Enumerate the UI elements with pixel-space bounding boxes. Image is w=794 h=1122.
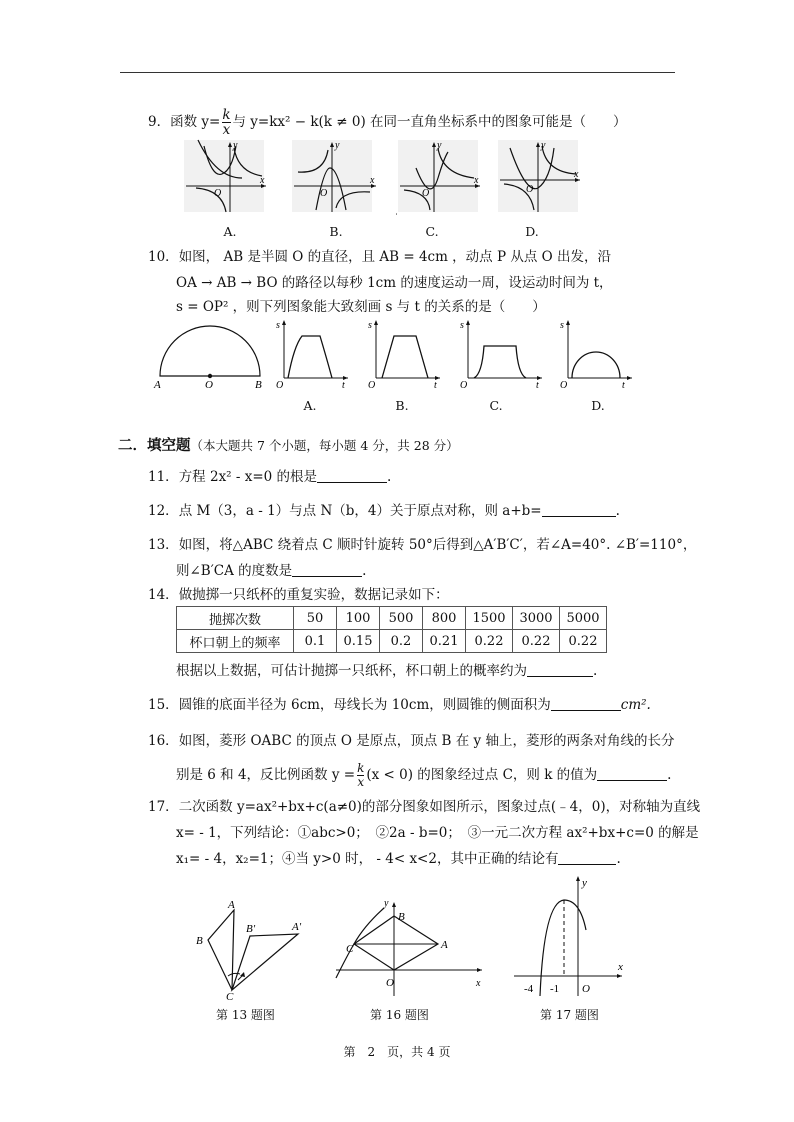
q17-answer-blank[interactable]: [558, 851, 616, 865]
q10-graph-a: [272, 316, 352, 390]
q17-line1: 17．二次函数 y=ax²+bx+c(a≠0)的部分图象如图所示，图象过点(﹣4，0)，对称轴为直线: [148, 799, 701, 815]
svg-text:y: y: [582, 877, 587, 889]
q10-line2: OA → AB → BO 的路径以每秒 1cm 的速度运动一周，设运动时间为 t，: [176, 275, 613, 291]
svg-text:O: O: [526, 184, 534, 195]
q15-answer-blank[interactable]: [551, 697, 621, 711]
svg-text:O: O: [582, 983, 590, 995]
svg-text:O: O: [460, 380, 468, 390]
q11-answer-blank[interactable]: [317, 469, 387, 483]
svg-text:O: O: [386, 977, 394, 989]
q10-line1: 10．如图， AB 是半圆 O 的直径，且 AB = 4cm ，动点 P 从点 O 出发，沿: [148, 249, 612, 265]
svg-text:s: s: [560, 320, 564, 331]
q10-option-a: A.: [303, 398, 317, 413]
svg-text:O: O: [368, 380, 376, 390]
svg-text:y: y: [233, 140, 238, 151]
q10-option-c: C.: [489, 398, 503, 413]
svg-text:A: A: [441, 939, 448, 951]
svg-text:A′: A′: [292, 921, 302, 933]
q14-line2: 根据以上数据，可估计抛掷一只纸杯，杯口朝上的概率约为 .: [176, 663, 598, 679]
q14-answer-blank[interactable]: [527, 663, 593, 677]
svg-text:O: O: [205, 379, 213, 390]
q9-graph-d: [496, 138, 586, 216]
q12: 12．点 M（3，a - 1）与点 N（b，4）关于原点对称，则 a+b= .: [148, 503, 620, 519]
svg-text:O: O: [560, 380, 568, 390]
svg-text:s: s: [368, 320, 372, 331]
svg-text:x: x: [476, 978, 481, 989]
q10-line3: s = OP² ，则下列图象能大致刻画 s 与 t 的关系的是（ ）: [176, 299, 546, 315]
q12-answer-blank[interactable]: [542, 503, 616, 517]
q13-line1: 13．如图，将△ABC 绕着点 C 顺时针旋转 50°后得到△A′B′C′，若∠A=40°. ∠B′=110°，: [148, 537, 697, 553]
svg-text:y: y: [437, 140, 442, 151]
svg-text:-4: -4: [524, 983, 534, 995]
svg-text:y: y: [335, 140, 340, 151]
svg-text:C: C: [346, 943, 354, 955]
svg-text:C: C: [226, 991, 234, 1000]
q17-line2: x= - 1，下列结论：①abc>0； ②2a - b=0； ③一元二次方程 ax²+bx+c=0 的解是: [176, 825, 699, 841]
q11: 11．方程 2x² - x=0 的根是 .: [148, 469, 392, 485]
q10-graph-b: [364, 316, 444, 390]
section-heading: 二．填空题（本大题共 7 个小题，每小题 4 分，共 28 分）: [118, 438, 459, 454]
figure-13-rotated-triangles: [188, 896, 318, 1000]
q9-option-d: D.: [525, 224, 539, 239]
q9-option-c: C.: [425, 224, 439, 239]
svg-text:A: A: [154, 379, 161, 390]
svg-text:B: B: [255, 379, 262, 390]
figure-17-parabola: [508, 872, 632, 1000]
table-row: 杯口朝上的频率 0.1 0.15 0.2 0.21 0.22 0.22 0.22: [177, 630, 607, 653]
svg-text:y: y: [541, 140, 546, 151]
fig13-caption: 第 13 题图: [216, 1008, 275, 1022]
svg-text:x: x: [618, 961, 623, 973]
q10-option-d: D.: [591, 398, 605, 413]
fig17-caption: 第 17 题图: [540, 1008, 599, 1022]
svg-text:x: x: [574, 169, 579, 180]
q14-line1: 14．做抛掷一只纸杯的重复实验，数据记录如下：: [148, 587, 449, 603]
svg-text:x: x: [370, 175, 375, 186]
svg-text:-1: -1: [550, 983, 560, 995]
q9-graph-a: [182, 138, 272, 216]
header-rule: [120, 72, 675, 73]
svg-text:x: x: [260, 175, 265, 186]
q10-semicircle-figure: [152, 318, 270, 390]
frequency-table: [176, 606, 607, 653]
page-footer: 第 2 页，共 4 页: [343, 1045, 451, 1059]
svg-text:O: O: [276, 380, 284, 390]
svg-text:B: B: [398, 911, 405, 923]
q17-line3: x₁= - 4，x₂=1；④当 y>0 时， - 4< x<2，其中正确的结论有 .: [176, 851, 621, 867]
q16-answer-blank[interactable]: [597, 767, 667, 781]
figure-16-rhombus: [328, 896, 488, 1000]
svg-text:B′: B′: [246, 923, 256, 935]
q10-graph-d: [556, 316, 636, 390]
q15: 15．圆锥的底面半径为 6cm，母线长为 10cm，则圆锥的侧面积为 cm².: [148, 697, 651, 713]
q9-option-a: A.: [223, 224, 237, 239]
svg-text:O: O: [422, 188, 430, 199]
svg-text:O: O: [320, 188, 328, 199]
svg-text:t: t: [536, 380, 539, 390]
q9-graph-b: [290, 138, 382, 216]
svg-text:t: t: [622, 380, 625, 390]
svg-text:x: x: [474, 175, 479, 186]
svg-text:y: y: [384, 898, 389, 909]
q9-stem: 9．函数 y= $\frac{k}{x}$ 与 y=kx² − k(k ≠ 0) 在同一直角坐标系中的图象可能是（ ）: [148, 107, 627, 138]
q10-option-b: B.: [395, 398, 409, 413]
q16-line1: 16．如图，菱形 OABC 的顶点 O 是原点，顶点 B 在 y 轴上，菱形的两条对角线的长分: [148, 733, 675, 749]
svg-text:B: B: [196, 935, 203, 947]
svg-text:A: A: [228, 899, 235, 911]
q13-answer-blank[interactable]: [292, 563, 362, 577]
svg-text:s: s: [276, 320, 280, 331]
q16-line2: 别是 6 和 4，反比例函数 y = $\frac{k}{x}$ (x < 0) 的图象经过点 C，则 k 的值为 .: [176, 761, 672, 789]
svg-text:O: O: [214, 188, 222, 199]
q9-graph-c: [396, 138, 486, 218]
q13-line2: 则∠B′CA 的度数是 .: [176, 563, 367, 579]
svg-text:s: s: [460, 320, 464, 331]
table-row: 抛掷次数 50 100 500 800 1500 3000 5000: [177, 607, 607, 630]
q10-graph-c: [456, 316, 546, 390]
svg-text:t: t: [342, 380, 345, 390]
q9-option-b: B.: [329, 224, 343, 239]
fig16-caption: 第 16 题图: [370, 1008, 429, 1022]
svg-text:t: t: [434, 380, 437, 390]
